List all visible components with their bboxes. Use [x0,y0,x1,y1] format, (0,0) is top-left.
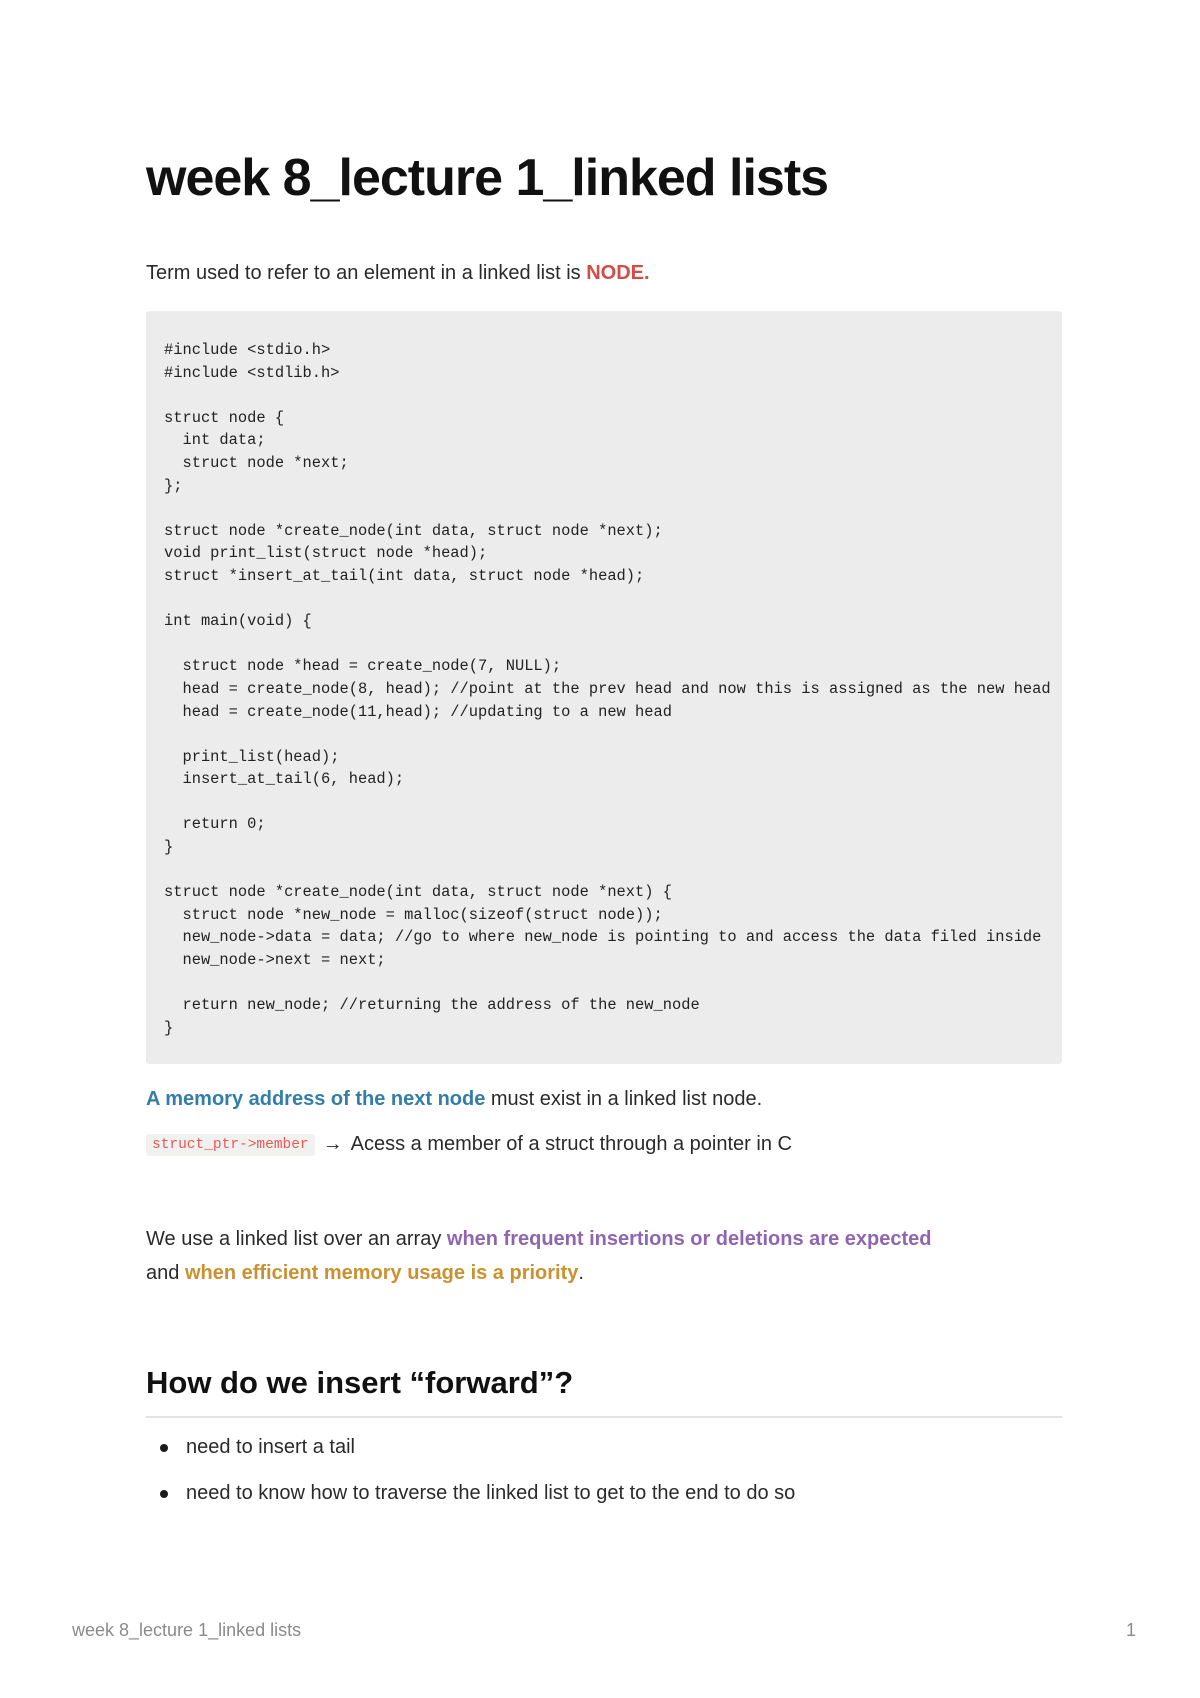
array-note-part1: We use a linked list over an array [146,1228,447,1250]
section-divider [146,1416,1062,1418]
memory-note-text: must exist in a linked list node. [485,1088,763,1110]
array-note-highlight-insertions: when frequent insertions or deletions are expected [446,1228,932,1250]
footer-title: week 8_lecture 1_linked lists [72,1620,302,1640]
array-note-highlight-memory: when efficient memory usage is a priority [184,1262,579,1284]
page-title: week 8_lecture 1_linked lists [146,149,829,207]
memory-note-highlight: A memory address of the next node [146,1088,486,1110]
code-block [146,311,1062,1064]
footer-page-number: 1 [1125,1620,1136,1640]
intro-highlight: NODE. [586,262,650,284]
array-note-part3: . [578,1262,584,1284]
access-note-text: Acess a member of a struct through a pointer in C [350,1133,792,1155]
list-item [146,1478,795,1524]
list-item-text: need to insert a tail [186,1436,355,1458]
list-item-text: need to know how to traverse the linked list to get to the end to do so [186,1482,796,1504]
bullet-icon [160,1490,168,1498]
access-note-paragraph [146,1133,792,1156]
intro-text: Term used to refer to an element in a linked list is [146,262,587,284]
array-note-paragraph [146,1222,1062,1290]
memory-note-paragraph [146,1088,762,1111]
section-heading: How do we insert “forward”? [146,1365,574,1400]
bullet-list [146,1432,795,1524]
code-text: #include <stdio.h> #include <stdlib.h> struct node { int data; struct node *next; }; struct node *create_node(int data, struct node *next); void print_list(struct node *head); struct *insert_at_tail(int data, struct node *head); int main(void) { struct node *head = create_node(7, NULL); head = create_node(8, head); //point at the prev head and now this is assigned as the new head head = create_node(11,head); //updating to a new head print_list(head); insert_at_tail(6, head); return 0; } struct node *create_node(int data, struct node *next) { struct node *new_node = malloc(sizeof(struct node)); new_node->data = data; //go to where new_node is pointing to and access the data filed inside new_node->next = next; return new_node; //returning the address of the new_node } [164,341,1051,1037]
inline-code-struct-ptr: struct_ptr->member [146,1134,315,1156]
arrow-icon: → [322,1133,343,1155]
array-note-part2: and [146,1262,185,1284]
list-item [146,1432,795,1478]
bullet-icon [160,1444,168,1452]
intro-paragraph [146,262,650,285]
